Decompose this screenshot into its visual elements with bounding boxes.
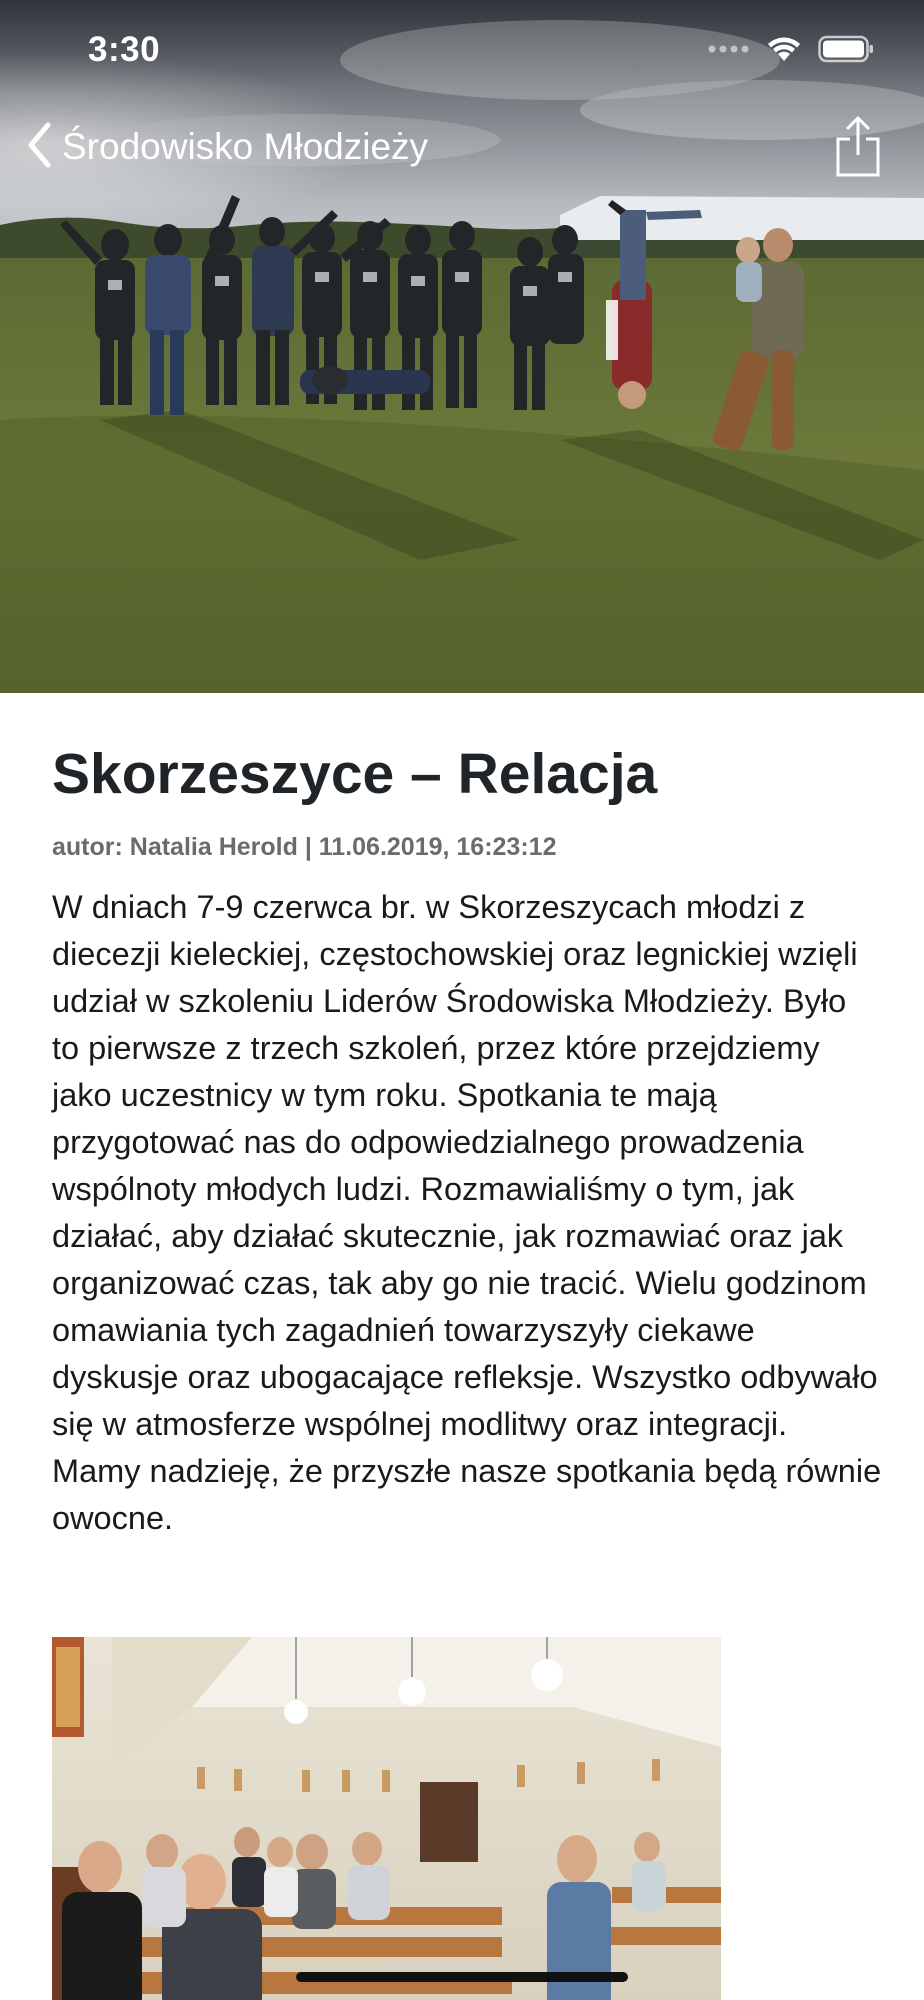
status-bar [0,0,924,100]
home-indicator[interactable] [296,1972,628,1982]
status-icons [708,34,874,68]
article-title: Skorzeszyce – Relacja [52,742,658,806]
article-body: W dniach 7-9 czerwca br. w Skorzeszycach młodzi z diecezji kieleckiej, częstochowskiej oraz legnickiej wzięli udział w szkoleniu Liderów Środowiska Młodzieży. Było to pierwsze z trzech szkoleń, przez które przejdziemy jako uczestnicy w tym roku. Spotkania te mają przygotować nas do odpowiedzialnego prowadzenia wspólnoty młodych ludzi. Rozmawialiśmy o tym, jak działać, aby działać skutecznie, jak rozmawiać oraz jak organizować czas, tak aby go nie tracić. Wielu godzinom omawiania tych zagadnień towarzyszyły ciekawe dyskusje oraz ubogacające refleksje. Wszystko odbywało się w atmosferze wspólnej modlitwy oraz integracji. Mamy nadzieję, że przyszłe nasze spotkania będą równie owocne. [52,889,882,1536]
chevron-left-icon [26,122,52,173]
status-time: 3:30 [88,30,161,69]
back-button[interactable] [26,122,428,172]
article-meta: autor: Natalia Herold | 11.06.2019, 16:23:12 [52,833,557,861]
back-button-label: Środowisko Młodzieży [62,126,429,167]
wifi-icon [766,35,802,68]
hero-image [0,0,924,693]
article [52,732,882,1542]
battery-icon [818,35,874,68]
article-photo [52,1637,721,2000]
signal-icon [708,42,750,61]
share-button[interactable] [834,115,882,179]
share-icon [834,166,882,183]
